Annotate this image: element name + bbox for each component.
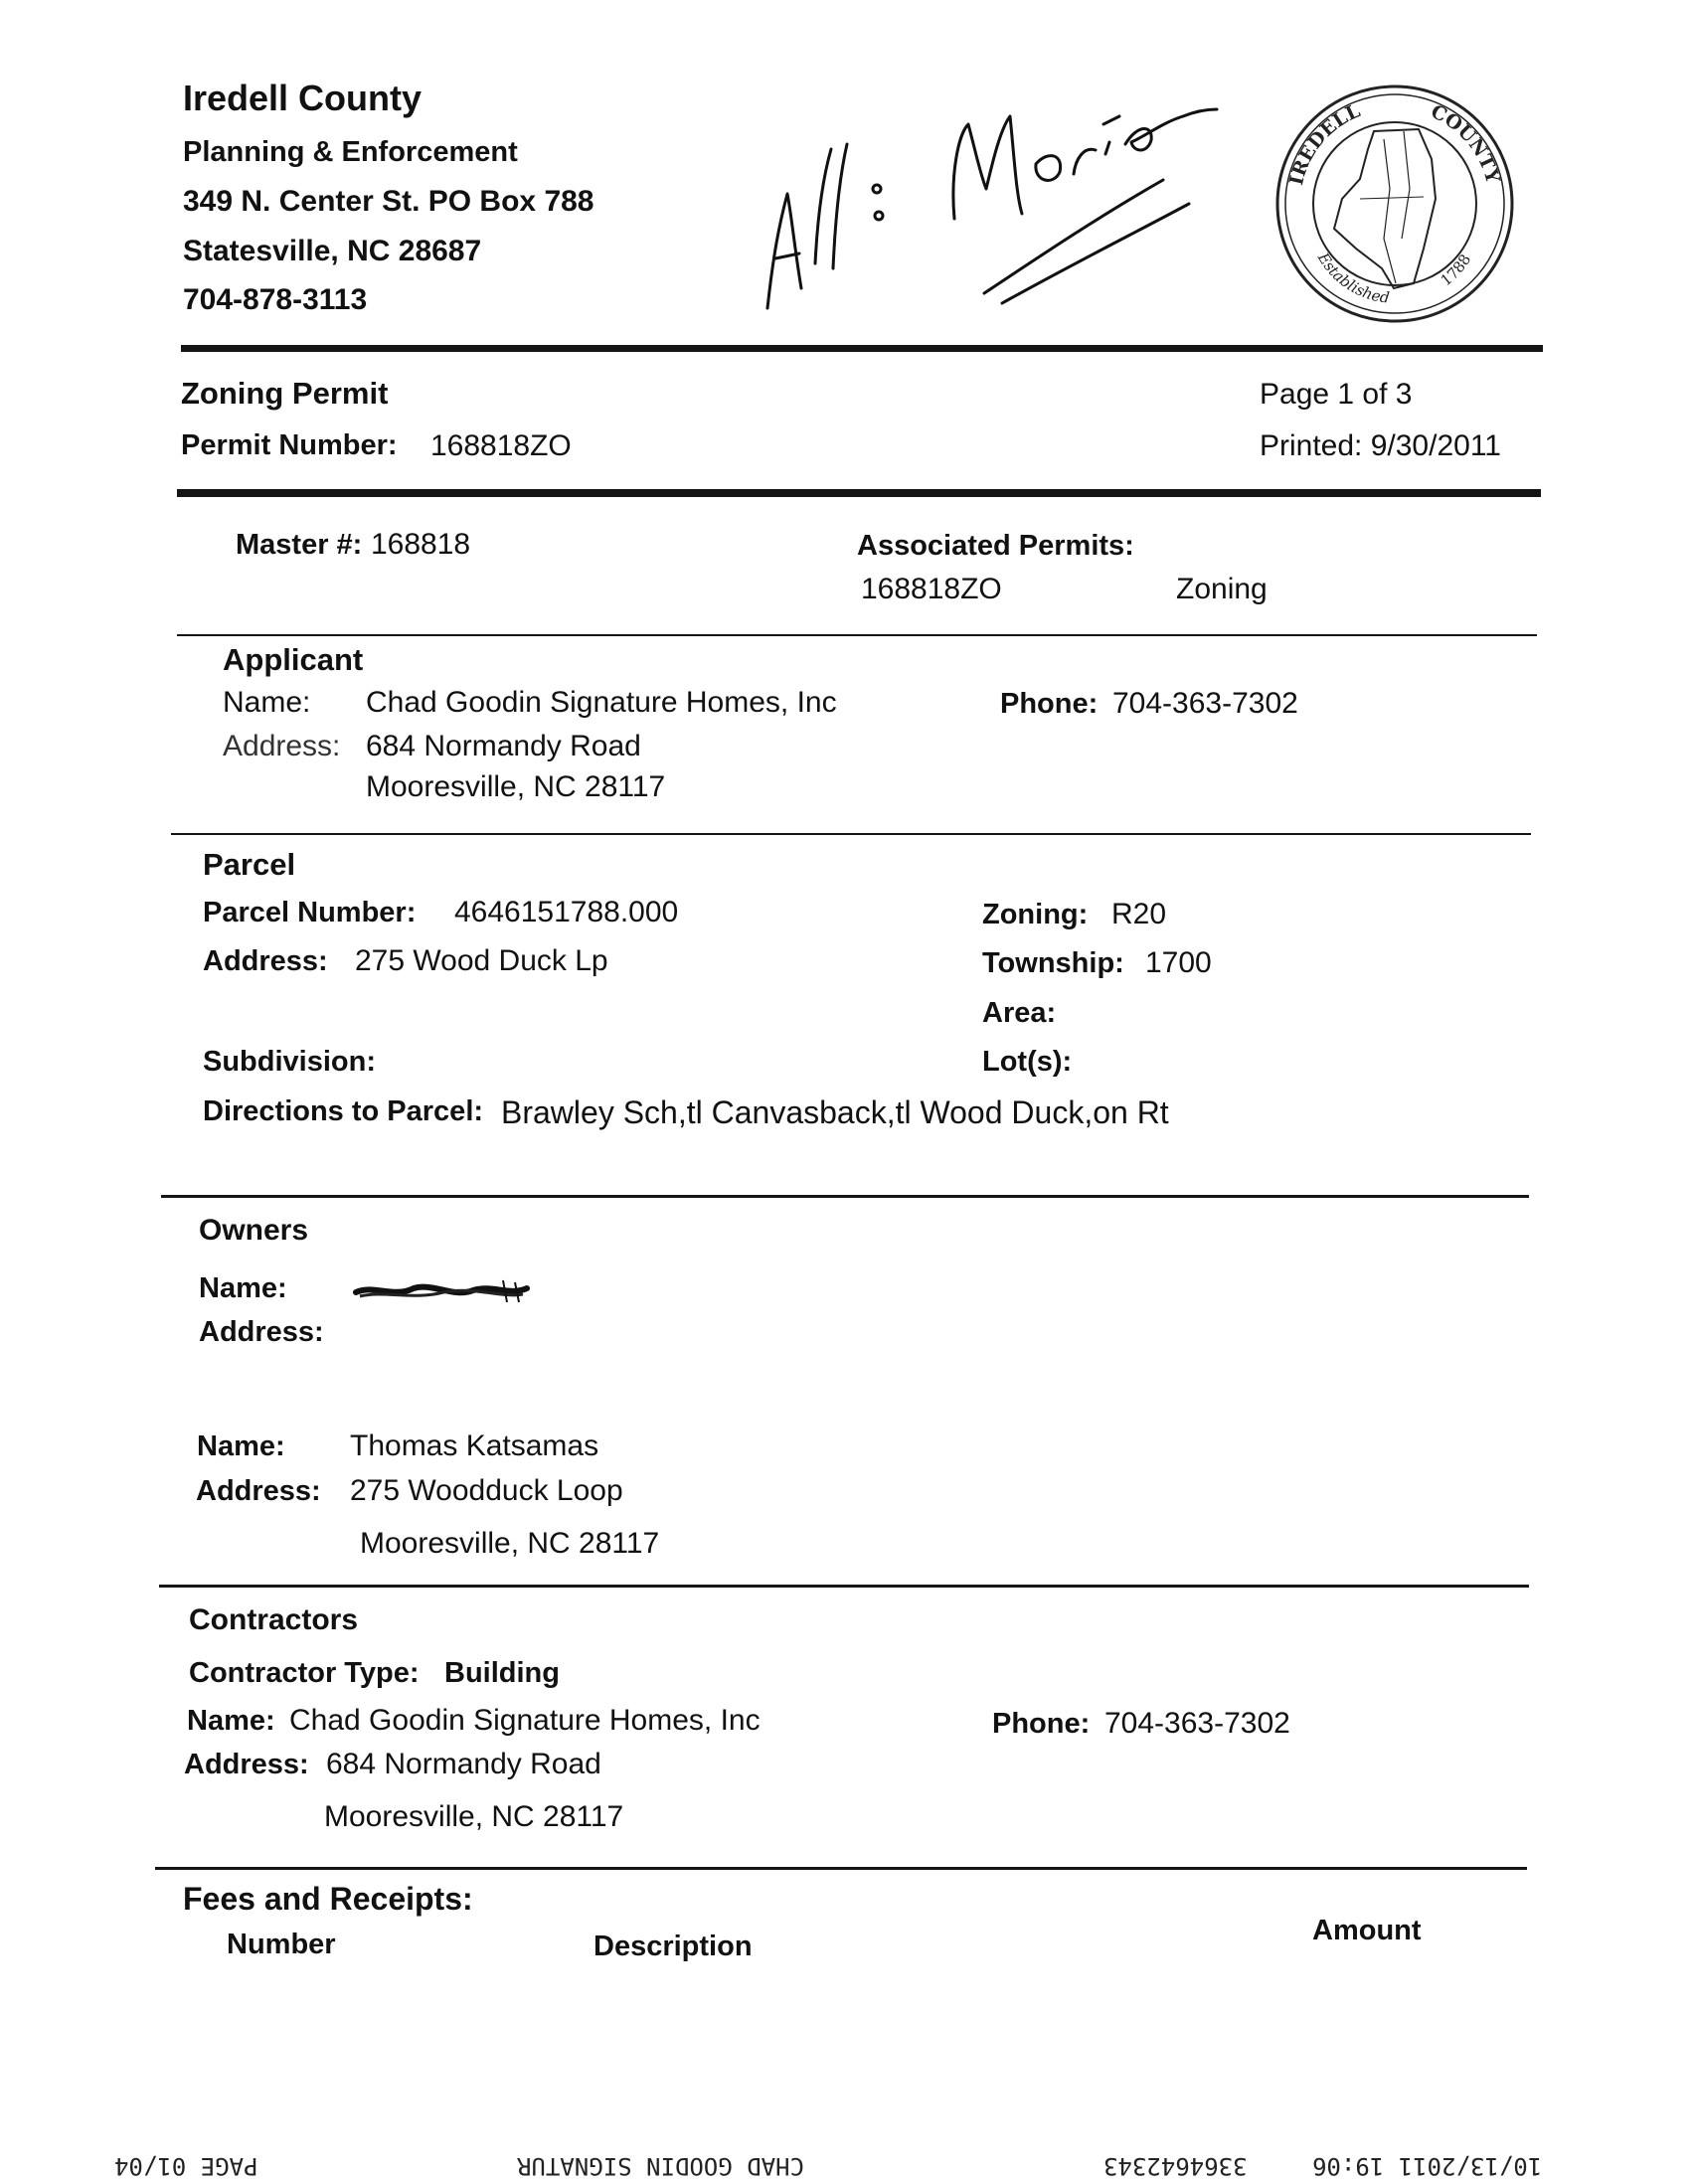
owner1-address-label: Address: [199, 1316, 324, 1348]
permit-number: 168818ZO [430, 429, 572, 462]
contractor-address-line2: Mooresville, NC 28117 [324, 1800, 624, 1833]
zoning-label: Zoning: [982, 899, 1089, 930]
fees-col-number: Number [227, 1929, 336, 1960]
fees-col-description: Description [593, 1931, 753, 1962]
fax-page: PAGE 01/04 [114, 2152, 258, 2180]
area-label: Area: [982, 997, 1057, 1029]
svg-text:Established: Established [1313, 250, 1391, 307]
contractor-type-label: Contractor Type: [189, 1657, 420, 1689]
page-indicator: Page 1 of 3 [1260, 378, 1413, 411]
contractor-phone: 704-363-7302 [1104, 1707, 1290, 1740]
owners-divider [159, 1585, 1529, 1588]
contractor-name: Chad Goodin Signature Homes, Inc [289, 1704, 761, 1737]
applicant-phone: 704-363-7302 [1112, 687, 1298, 720]
county-seal-logo [1265, 80, 1525, 328]
svg-text:COUNTY: COUNTY [1427, 100, 1504, 186]
handwritten-attention-note [756, 55, 1223, 323]
owner2-address-line1: 275 Woodduck Loop [350, 1474, 623, 1507]
contractors-divider [155, 1867, 1527, 1870]
contractor-type: Building [444, 1657, 560, 1689]
owner1-name-redacted [354, 1278, 529, 1300]
applicant-name: Chad Goodin Signature Homes, Inc [366, 686, 837, 719]
parcel-divider [161, 1195, 1529, 1198]
subdivision-label: Subdivision: [203, 1046, 376, 1078]
applicant-address-line1: 684 Normandy Road [366, 730, 641, 762]
fax-sender: CHAD GOODIN SIGNATUR [517, 2152, 804, 2180]
office-street: 349 N. Center St. PO Box 788 [183, 185, 594, 218]
permit-divider [177, 489, 1541, 497]
owner2-address-line2: Mooresville, NC 28117 [360, 1527, 660, 1560]
printed-date: Printed: 9/30/2011 [1260, 429, 1501, 462]
fees-col-amount: Amount [1312, 1915, 1422, 1946]
office-phone: 704-878-3113 [183, 283, 368, 316]
master-label: Master #: [236, 529, 363, 561]
parcel-address: 275 Wood Duck Lp [355, 944, 608, 977]
header-divider [181, 345, 1543, 352]
applicant-heading: Applicant [223, 642, 364, 677]
county-name: Iredell County [183, 78, 423, 118]
department-name: Planning & Enforcement [183, 136, 518, 168]
parcel-heading: Parcel [203, 847, 296, 882]
parcel-number: 4646151788.000 [454, 896, 679, 928]
associated-permits-label: Associated Permits: [857, 530, 1134, 562]
associated-permit-type: Zoning [1176, 573, 1268, 605]
applicant-address-line2: Mooresville, NC 28117 [366, 770, 666, 803]
applicant-name-label: Name: [223, 686, 311, 719]
zoning-value: R20 [1111, 898, 1167, 930]
fax-datetime: 10/13/2011 19:06 [1312, 2152, 1543, 2180]
owner1-name-label: Name: [199, 1272, 287, 1304]
contractors-heading: Contractors [189, 1603, 359, 1636]
owner2-name-label: Name: [197, 1430, 285, 1462]
contractor-address-line1: 684 Normandy Road [326, 1748, 601, 1780]
directions-label: Directions to Parcel: [203, 1095, 484, 1127]
svg-text:1788: 1788 [1437, 251, 1475, 290]
directions-value: Brawley Sch,tl Canvasback,tl Wood Duck,on Rt [501, 1094, 1169, 1130]
permit-title: Zoning Permit [181, 376, 389, 411]
township-value: 1700 [1145, 946, 1212, 979]
applicant-divider [171, 833, 1531, 835]
parcel-number-label: Parcel Number: [203, 897, 417, 928]
contractor-phone-label: Phone: [992, 1708, 1091, 1740]
svg-text:IREDELL: IREDELL [1285, 99, 1364, 188]
fax-number: 3364642343 [1103, 2152, 1248, 2180]
master-divider [177, 634, 1537, 636]
contractor-address-label: Address: [184, 1749, 309, 1780]
master-number: 168818 [371, 528, 471, 561]
township-label: Township: [982, 947, 1124, 979]
office-city: Statesville, NC 28687 [183, 235, 482, 267]
owner2-name: Thomas Katsamas [350, 1429, 599, 1462]
fees-heading: Fees and Receipts: [183, 1881, 473, 1917]
contractor-name-label: Name: [187, 1705, 275, 1737]
applicant-address-label: Address: [223, 730, 341, 762]
permit-number-label: Permit Number: [181, 429, 398, 461]
applicant-phone-label: Phone: [1000, 688, 1099, 720]
associated-permit-number: 168818ZO [861, 573, 1002, 605]
lots-label: Lot(s): [982, 1046, 1073, 1078]
parcel-address-label: Address: [203, 945, 328, 977]
owner2-address-label: Address: [196, 1475, 321, 1507]
owners-heading: Owners [199, 1214, 309, 1247]
